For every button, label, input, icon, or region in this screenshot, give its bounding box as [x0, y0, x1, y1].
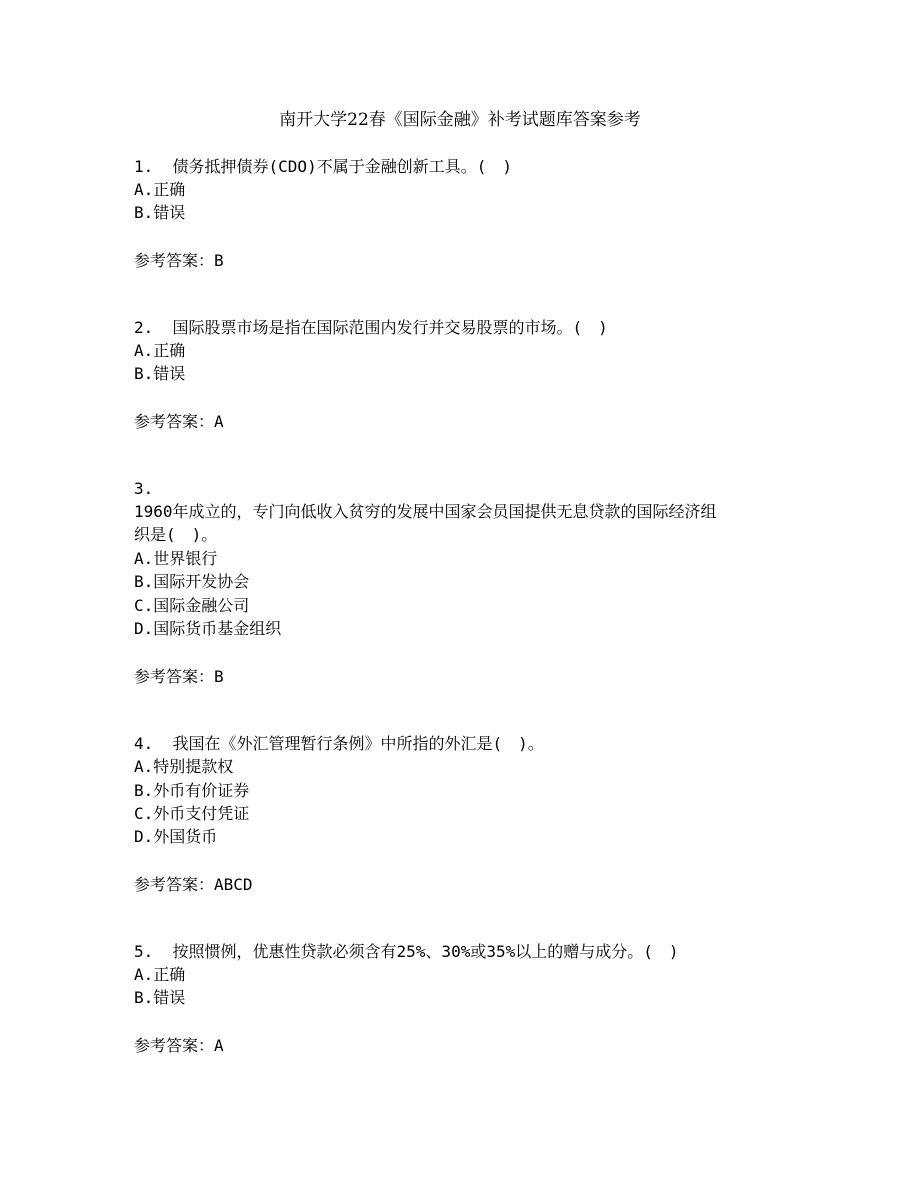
- question-4: [134, 732, 544, 755]
- question-3-number: 3.: [134, 479, 154, 498]
- question-5-answer: 参考答案：A: [134, 1036, 224, 1055]
- question-2-text: 国际股票市场是指在国际范围内发行并交易股票的市场。( ): [172, 318, 608, 337]
- question-5-text: 按照惯例，优惠性贷款必须含有25%、30%或35%以上的赠与成分。( ): [172, 942, 679, 961]
- question-1-text: 债务抵押债券(CDO)不属于金融创新工具。( ): [172, 157, 512, 176]
- question-2-number: 2.: [134, 318, 154, 337]
- question-4-option-d: D.外国货币: [134, 827, 218, 846]
- question-2: [134, 316, 608, 339]
- question-4-option-a: A.特别提款权: [134, 757, 234, 776]
- question-5-number: 5.: [134, 942, 154, 961]
- question-3-text-line-1: 1960年成立的，专门向低收入贫穷的发展中国家会员国提供无息贷款的国际经济组: [134, 502, 717, 521]
- question-1-answer: 参考答案：B: [134, 251, 224, 270]
- question-3-option-a: A.世界银行: [134, 549, 218, 568]
- question-5: [134, 940, 679, 963]
- question-2-option-a: A.正确: [134, 341, 186, 360]
- question-4-number: 4.: [134, 734, 154, 753]
- question-1: [134, 155, 512, 178]
- question-3-option-c: C.国际金融公司: [134, 596, 250, 615]
- document-title: 南开大学22春《国际金融》补考试题库答案参考: [279, 110, 641, 130]
- question-5-option-a: A.正确: [134, 965, 186, 984]
- question-3-option-b: B.国际开发协会: [134, 572, 250, 591]
- question-4-text: 我国在《外汇管理暂行条例》中所指的外汇是( )。: [172, 734, 544, 753]
- question-1-option-a: A.正确: [134, 180, 186, 199]
- question-3-option-d: D.国际货币基金组织: [134, 619, 282, 638]
- question-1-number: 1.: [134, 157, 154, 176]
- question-2-answer: 参考答案：A: [134, 412, 224, 431]
- question-4-option-b: B.外币有价证券: [134, 781, 250, 800]
- question-3-answer: 参考答案：B: [134, 667, 224, 686]
- question-4-answer: 参考答案：ABCD: [134, 875, 253, 894]
- question-3-text-line-2: 织是( )。: [134, 525, 218, 544]
- question-1-option-b: B.错误: [134, 203, 186, 222]
- question-2-option-b: B.错误: [134, 364, 186, 383]
- question-4-option-c: C.外币支付凭证: [134, 804, 250, 823]
- question-5-option-b: B.错误: [134, 988, 186, 1007]
